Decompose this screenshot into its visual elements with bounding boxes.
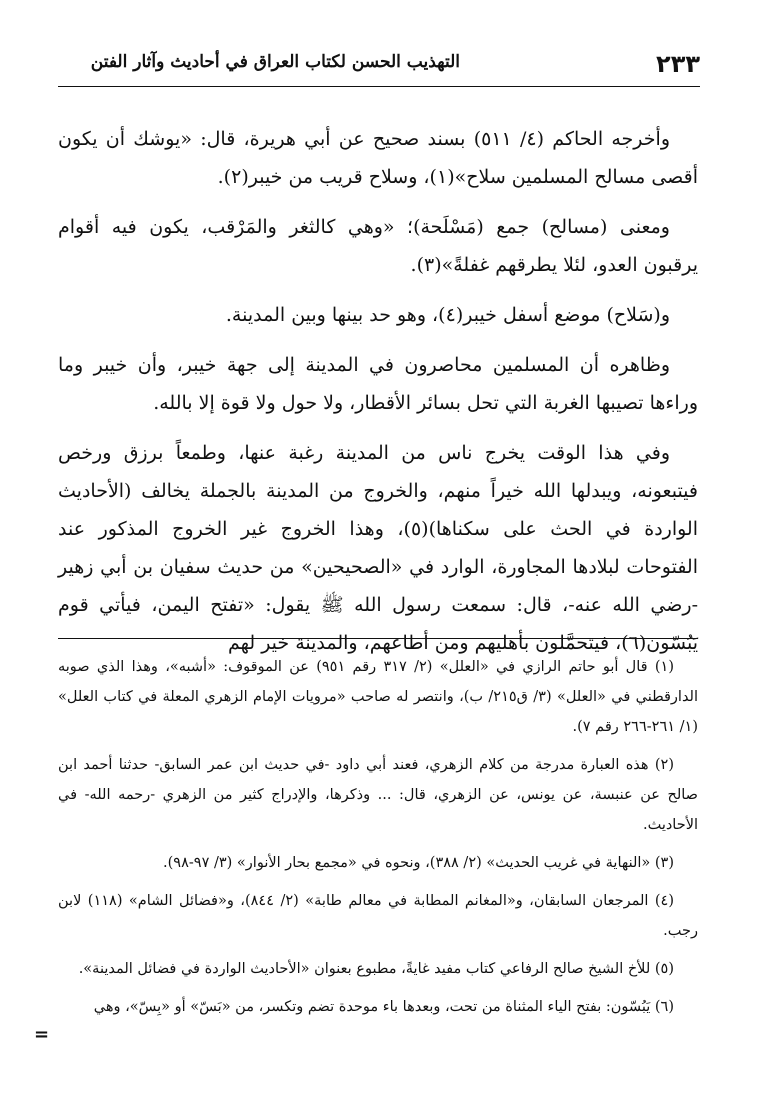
footnote: (٥) للأخ الشيخ صالح الرفاعي كتاب مفيد غايةً، مطبوع بعنوان «الأحاديث الواردة في فضائل المدينة».: [78, 961, 674, 977]
book-title: التهذيب الحسن لكتاب العراق في أحاديث وآثار الفتن: [90, 52, 460, 72]
footnote-divider: [58, 638, 698, 639]
paragraph: و(سَلاح) موضع أسفل خيبر(٤)، وهو حد بينها وبين المدينة.: [225, 304, 670, 326]
continuation-mark: =: [34, 1024, 50, 1045]
footnote: (٢) هذه العبارة مدرجة من كلام الزهري، فعند أبي داود -في حديث ابن عمر السابق- حدثنا أحمد ابن صالح عن عنبسة، عن يونس، عن الزهري، قال: ... وذكرها، والإدراج كثير من الزهري -رحمه الله- في الأحاديث.: [58, 757, 698, 833]
footnotes: [58, 652, 698, 1030]
page-header: [58, 44, 700, 100]
footnote: (٣) «النهاية في غريب الحديث» (٢/ ٣٨٨)، ونحوه في «مجمع بحار الأنوار» (٣/ ٩٧-٩٨).: [163, 855, 674, 871]
paragraph: وفي هذا الوقت يخرج ناس من المدينة رغبة عنها، وطمعاً برزق ورخص فيتبعونه، ويبدلها الله خيراً منهم، والخروج من المدينة بالجملة يخالف (الأحاديث الواردة في الحث على سكناها)(٥)، وهذا الخروج غير الخروج المذكور عند الفتوحات لبلادها المجاورة، الوارد في «الصحيحين» من حديث سفيان بن أبي زهير -رضي الله عنه-، قال: سمعت رسول الله ﷺ يقول: «تفتح اليمن، فيأتي قوم يَبُسّون(٦)، فيتحمَّلون بأهليهم ومن أطاعهم، والمدينة خير لهم: [58, 442, 698, 654]
footnote: (١) قال أبو حاتم الرازي في «العلل» (٢/ ٣١٧ رقم ٩٥١) عن الموقوف: «أشبه»، وهذا الذي صوبه الدارقطني في «العلل» (٣/ ق٢١٥/ ب)، وانتصر له صاحب «مرويات الإمام الزهري المعلة في كتاب العلل» (١/ ٢٦١-٢٦٦ رقم ٧).: [58, 659, 698, 735]
paragraph: ومعنى (مسالح) جمع (مَسْلَحة)؛ «وهي كالثغر والمَرْقب، يكون فيه أقوام يرقبون العدو، لئلا يطرقهم غفلةً»(٣).: [58, 216, 698, 276]
main-text: [58, 120, 698, 662]
paragraph: وأخرجه الحاكم (٤/ ٥١١) بسند صحيح عن أبي هريرة، قال: «يوشك أن يكون أقصى مسالح المسلمين سلاح»(١)، وسلاح قريب من خيبر(٢).: [58, 128, 698, 188]
header-divider: [58, 86, 700, 87]
footnote: (٦) يَبُسّون: بفتح الياء المثناة من تحت، وبعدها باء موحدة تضم وتكسر، من «بَسّ» أو «بِسّ»، وهي: [93, 999, 674, 1015]
footnote: (٤) المرجعان السابقان، و«المغانم المطابة في معالم طابة» (٢/ ٨٤٤)، و«فضائل الشام» (١١٨) لابن رجب.: [58, 893, 698, 939]
paragraph: وظاهره أن المسلمين محاصرون في المدينة إلى جهة خيبر، وأن خيبر وما وراءها تصيبها الغربة التي تحل بسائر الأقطار، ولا حول ولا قوة إلا بالله.: [58, 354, 698, 414]
page-number: ٢٣٣: [656, 50, 700, 78]
